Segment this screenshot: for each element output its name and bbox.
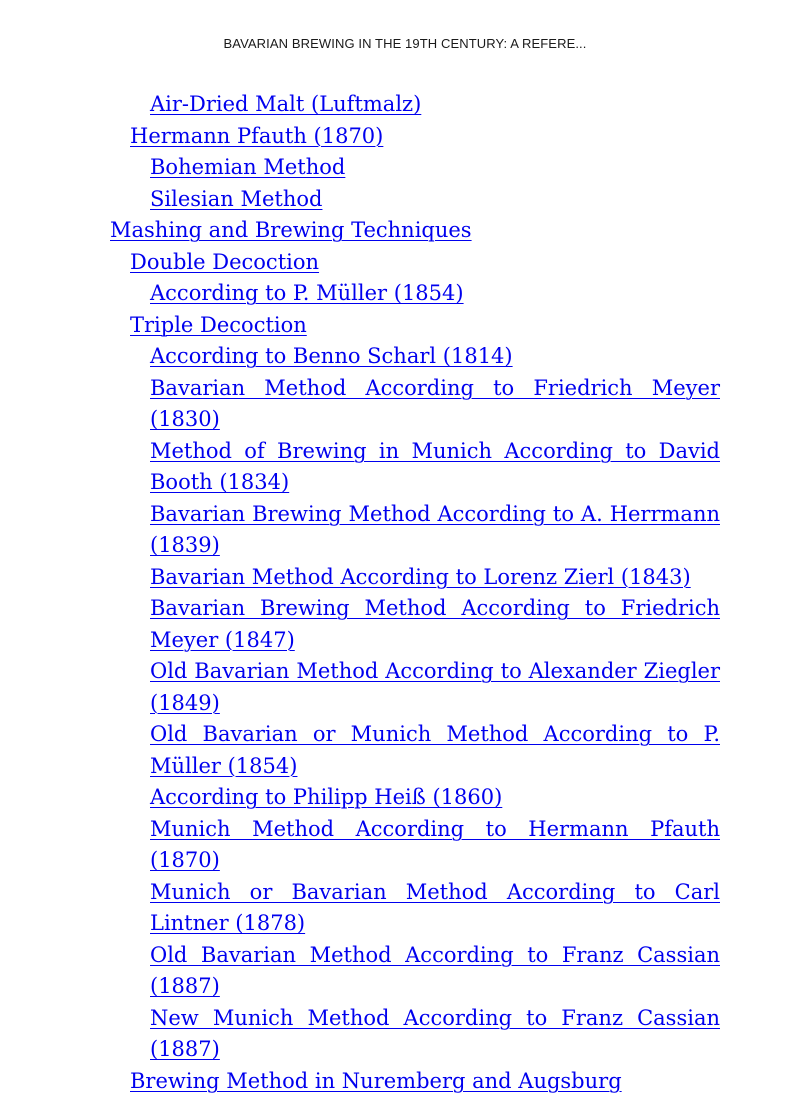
- toc-item: [110, 215, 720, 247]
- toc-link-mashing-and-brewing-techniques[interactable]: Mashing and Brewing Techniques: [110, 218, 472, 242]
- toc-link-munich-hermann-pfauth-1870[interactable]: Munich Method According to Hermann Pfauth (1870): [150, 817, 720, 873]
- toc-item: [110, 656, 720, 719]
- toc-link-a-herrmann-1839[interactable]: Bavarian Brewing Method According to A. Herrmann (1839): [150, 502, 720, 558]
- toc-link-friedrich-meyer-1830[interactable]: Bavarian Method According to Friedrich Meyer (1830): [150, 376, 720, 432]
- toc-link-old-bavarian-franz-cassian-1887[interactable]: Old Bavarian Method According to Franz Cassian (1887): [150, 943, 720, 999]
- toc-item: [110, 1003, 720, 1066]
- toc-item: [110, 121, 720, 153]
- toc-link-carl-lintner-1878[interactable]: Munich or Bavarian Method According to Carl Lintner (1878): [150, 880, 720, 936]
- toc-item: [110, 247, 720, 279]
- toc-item: [110, 184, 720, 216]
- toc-link-nuremberg-and-augsburg[interactable]: Brewing Method in Nuremberg and Augsburg: [130, 1069, 622, 1093]
- toc-item: [110, 719, 720, 782]
- toc-link-p-muller-1854[interactable]: According to P. Müller (1854): [150, 281, 464, 305]
- toc-item: [110, 278, 720, 310]
- toc-item: [110, 310, 720, 342]
- toc-item: [110, 814, 720, 877]
- table-of-contents: [110, 89, 720, 1097]
- toc-link-old-bavarian-p-muller-1854[interactable]: Old Bavarian or Munich Method According to P. Müller (1854): [150, 722, 720, 778]
- toc-link-triple-decoction[interactable]: Triple Decoction: [130, 313, 307, 337]
- toc-item: [110, 152, 720, 184]
- toc-item: [110, 562, 720, 594]
- toc-link-alexander-ziegler-1849[interactable]: Old Bavarian Method According to Alexander Ziegler (1849): [150, 659, 720, 715]
- toc-item: [110, 877, 720, 940]
- toc-item: [110, 373, 720, 436]
- toc-link-david-booth-1834[interactable]: Method of Brewing in Munich According to David Booth (1834): [150, 439, 720, 495]
- toc-link-philipp-heiss-1860[interactable]: According to Philipp Heiß (1860): [150, 785, 502, 809]
- toc-item: [110, 1066, 720, 1097]
- toc-item: [110, 341, 720, 373]
- toc-item: [110, 782, 720, 814]
- toc-link-bohemian-method[interactable]: Bohemian Method: [150, 155, 345, 179]
- toc-link-silesian-method[interactable]: Silesian Method: [150, 187, 322, 211]
- toc-item: [110, 593, 720, 656]
- toc-link-double-decoction[interactable]: Double Decoction: [130, 250, 319, 274]
- running-header-title: BAVARIAN BREWING IN THE 19TH CENTURY: A REFERE...: [0, 36, 810, 51]
- toc-link-friedrich-meyer-1847[interactable]: Bavarian Brewing Method According to Friedrich Meyer (1847): [150, 596, 720, 652]
- toc-link-hermann-pfauth-1870[interactable]: Hermann Pfauth (1870): [130, 124, 383, 148]
- toc-item: [110, 436, 720, 499]
- toc-item: [110, 499, 720, 562]
- toc-item: [110, 940, 720, 1003]
- toc-link-lorenz-zierl-1843[interactable]: Bavarian Method According to Lorenz Zierl (1843): [150, 565, 691, 589]
- toc-item: [110, 89, 720, 121]
- toc-link-air-dried-malt[interactable]: Air-Dried Malt (Luftmalz): [150, 92, 421, 116]
- toc-link-new-munich-franz-cassian-1887[interactable]: New Munich Method According to Franz Cassian (1887): [150, 1006, 720, 1062]
- toc-link-benno-scharl-1814[interactable]: According to Benno Scharl (1814): [150, 344, 513, 368]
